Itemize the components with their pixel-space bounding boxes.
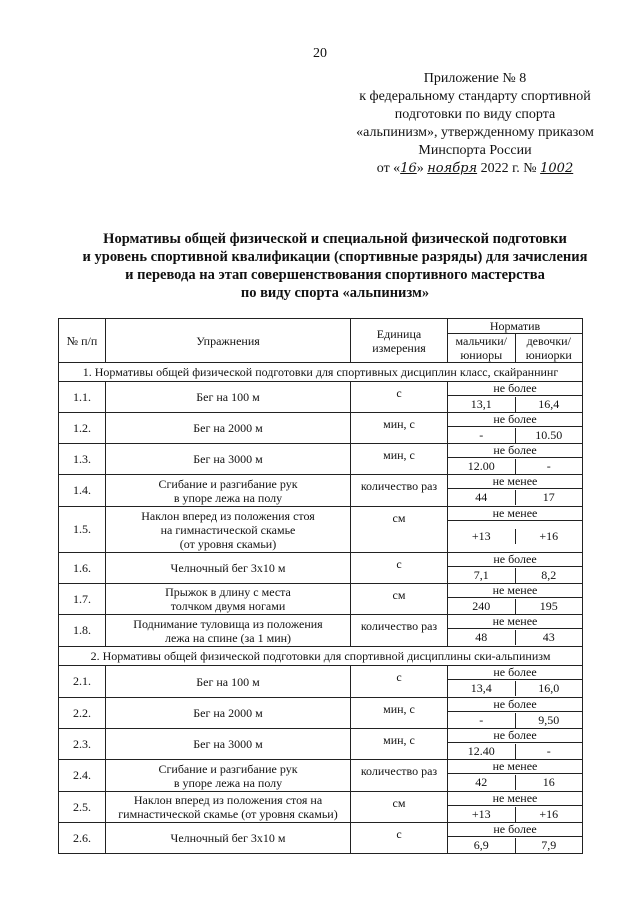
value-girls: 8,2 [541,567,557,582]
table-row [59,553,583,584]
norm-condition: не менее [448,475,582,489]
row-number: 1.2. [59,413,106,444]
row-number: 2.2. [59,698,106,729]
unit: количество раз [351,760,448,792]
row-number: 2.6. [59,823,106,854]
norm-condition: не менее [448,584,582,598]
appendix-line: Приложение № 8 [423,71,527,86]
norm-cell [448,444,583,475]
norm-condition: не более [448,413,582,427]
norm-cell [448,792,583,823]
date-sep: » [416,161,424,176]
section-header [59,363,583,382]
title-line: и уровень спортивной квалификации (спортивные разряды) для зачисления [82,249,588,265]
header-girls: девочки/ юниорки [515,334,583,363]
unit: мин, с [351,698,448,729]
row-number: 1.5. [59,507,106,553]
title-line: Нормативы общей физической и специальной физической подготовки [103,231,567,247]
table-row [59,792,583,823]
norm-cell [448,553,583,584]
unit: с [351,382,448,413]
norm-condition: не менее [448,760,582,774]
appendix-line: Минспорта России [418,143,532,158]
norm-cell [448,760,583,792]
norms-table-body [59,363,583,854]
norm-condition: не менее [448,615,582,629]
norm-condition: не более [448,729,582,743]
table-row [59,382,583,413]
table-row [59,507,583,553]
table-row [59,666,583,698]
exercise-name: Бег на 100 м [106,666,351,698]
value-girls: 16 [542,775,555,789]
unit: количество раз [351,475,448,507]
appendix-line: «альпинизм», утвержденному приказом [356,125,594,140]
exercise-name: Бег на 2000 м [106,413,351,444]
exercise-name: Челночный бег 3x10 м [106,823,351,854]
norm-cell [448,823,583,854]
order-number: 1002 [540,161,574,176]
section-header [59,647,583,666]
header-boys: мальчики/ юниоры [448,334,516,363]
unit: см [351,584,448,615]
exercise-name: Прыжок в длину с места толчком двумя ногами [106,584,351,615]
norms-table [58,318,583,854]
norm-condition: не более [448,698,582,712]
date-month: ноября [427,161,478,176]
value-boys: 48 [448,630,516,645]
norm-cell [448,382,583,413]
table-row [59,444,583,475]
header-unit: Единица измерения [351,319,448,363]
norm-condition: не более [448,823,582,837]
norm-condition: не менее [448,792,582,806]
section-title: 1. Нормативы общей физической подготовки для спортивных дисциплин класс, скайраннинг [59,363,583,382]
table-row [59,615,583,647]
value-boys: 44 [448,490,516,505]
norm-cell [448,615,583,647]
row-number: 1.4. [59,475,106,507]
value-boys: 7,1 [448,568,516,583]
date-year: 2022 г. № [480,161,537,176]
table-row [59,823,583,854]
unit: см [351,507,448,553]
value-girls: +16 [539,529,559,543]
appendix-block [330,70,620,178]
value-girls: 43 [542,630,555,644]
value-boys: - [448,713,516,728]
value-boys: 6,9 [448,838,516,853]
unit: с [351,553,448,584]
row-number: 2.1. [59,666,106,698]
row-number: 1.7. [59,584,106,615]
appendix-line: к федеральному стандарту спортивной [359,89,591,104]
date-prefix: от « [376,161,401,176]
title-line: и перевода на этап совершенствования спортивного мастерства [125,267,545,283]
value-boys: 13,1 [448,397,516,412]
unit: мин, с [351,444,448,475]
unit: с [351,666,448,698]
row-number: 2.4. [59,760,106,792]
norm-condition: не более [448,553,582,567]
norm-condition: не более [448,382,582,396]
exercise-name: Сгибание и разгибание рук в упоре лежа на полу [106,760,351,792]
header-norm: Норматив [448,319,583,334]
exercise-name: Бег на 100 м [106,382,351,413]
unit: количество раз [351,615,448,647]
value-boys: +13 [448,807,516,822]
norm-condition: не более [448,444,582,458]
table-row [59,475,583,507]
table-row [59,729,583,760]
norm-cell [448,698,583,729]
value-boys: +13 [448,529,516,544]
title-line: по виду спорта «альпинизм» [240,285,430,301]
norm-condition: не менее [448,507,582,521]
exercise-name: Бег на 3000 м [106,729,351,760]
row-number: 1.6. [59,553,106,584]
norm-cell [448,507,583,553]
value-boys: 42 [448,775,516,790]
exercise-name: Бег на 2000 м [106,698,351,729]
exercise-name: Челночный бег 3x10 м [106,553,351,584]
value-girls: 16,4 [538,396,560,411]
value-girls: 7,9 [541,837,557,852]
unit: мин, с [351,413,448,444]
table-row [59,584,583,615]
value-boys: 13,4 [448,681,516,696]
table-row [59,698,583,729]
value-boys: 12.40 [448,744,516,759]
row-number: 1.3. [59,444,106,475]
norm-cell [448,666,583,698]
date-day: 16 [400,161,417,176]
norm-cell [448,729,583,760]
norm-cell [448,475,583,507]
value-girls: 16,0 [538,681,560,695]
value-girls: 195 [539,598,558,613]
value-girls: 10.50 [535,427,563,442]
value-boys: 240 [448,599,516,614]
table-row [59,413,583,444]
exercise-name: Наклон вперед из положения стоя на гимнастической скамье (от уровня скамьи) [106,507,351,553]
section-title: 2. Нормативы общей физической подготовки для спортивной дисциплины ски-альпинизм [59,647,583,666]
value-boys: 12.00 [448,459,516,474]
header-num: № п/п [59,319,106,363]
appendix-line: подготовки по виду спорта [394,107,556,122]
exercise-name: Сгибание и разгибание рук в упоре лежа на полу [106,475,351,507]
exercise-name: Бег на 3000 м [106,444,351,475]
page-number: 20 [313,46,327,61]
header-exercise: Упражнения [106,319,351,363]
exercise-name: Наклон вперед из положения стоя на гимнастической скамье (от уровня скамьи) [106,792,351,823]
table-row [59,760,583,792]
row-number: 1.1. [59,382,106,413]
document-title [40,230,630,302]
unit: мин, с [351,729,448,760]
value-girls: 9,50 [538,712,560,727]
unit: с [351,823,448,854]
norm-cell [448,413,583,444]
value-girls: +16 [539,806,559,821]
value-girls: 17 [542,490,555,504]
row-number: 2.3. [59,729,106,760]
unit: см [351,792,448,823]
appendix-date-line [330,160,620,178]
value-girls: - [546,458,551,473]
norm-cell [448,584,583,615]
value-boys: - [448,428,516,443]
row-number: 1.8. [59,615,106,647]
row-number: 2.5. [59,792,106,823]
norm-condition: не более [448,666,582,680]
exercise-name: Поднимание туловища из положения лежа на спине (за 1 мин) [106,615,351,647]
value-girls: - [546,743,551,758]
